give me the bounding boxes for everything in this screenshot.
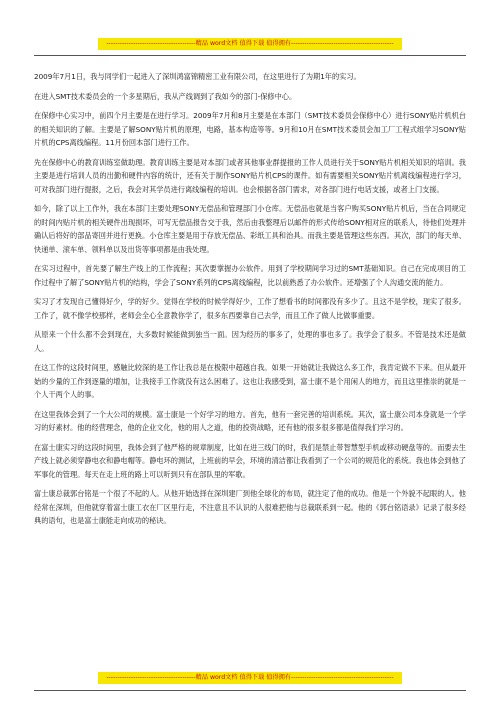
paragraph: 在这工作的这段时间里，感触比较深的是工作让我总是在极限中超越自我。如果一开始就让我做这么多工作，我肯定做不下来。但从最开始的少量的工作到逐量的增加，让我接手工作就没有这么困难了。这也让我感受到，富士康不是个用闲人的地方，而且这里推崇的就是一个人干两个人的事。 [34,363,466,399]
paragraph: 富士康总裁郭台铭是一个很了不起的人。从他开始选择在深圳建厂到他全球化的布局，就注定了他的成功。他是一个外貌不起眼的人。他经常在深圳，但他就穿着富士康工衣在厂区里行走，不注意且不认识的人很难把他与总裁联系到一起。他的《郭台铭语录》记录了很多经典的语句，也是富士康能走向成功的秘诀。 [34,489,466,525]
paragraph: 在这里我体会到了一个大公司的规模。富士康是一个好学习的地方。首先，他有一套完善的培训系统。其次，富士康公司本身就是一个学习的好素材。他的经营理念，他的企业文化，他的用人之道，他的投资战略，还有他的很多很多都是值得我们学习的。 [34,409,466,432]
footer-divider [34,690,466,691]
paragraph: 从原来一个什么都不会到现在，大多数时候能做到独当一面。因为经历的事多了，处理的事也多了。我学会了很多。不管是技术还是做人。 [34,330,466,353]
footer-banner: ----------------------------------------精品 word文档 值得下载 值得拥有---------------------------------------------- [98,672,402,684]
paragraph: 2009年7月1日，我与同学们一起进入了深圳鸿富锦精密工业有限公司，在这里进行了为期1年的实习。 [34,72,361,81]
paragraph: 在实习过程中，首先要了解生产线上的工作流程；其次要掌握办公软件。用到了学校期间学习过的SMT基础知识。自己在完成项目的工作过程中了解了SONY贴片机的结构，学会了SONY系列的CPS离线编程，比以前熟悉了办公软件。还增强了个人沟通交流的能力。 [34,264,466,287]
header-divider [34,55,466,56]
paragraph: 在富士康实习的这段时间里，我体会到了他严格的规章制度，比如在进三线门的时，我们是禁止带智慧型手机或移动硬盘等的。而要去生产线上就必须穿静电衣和静电帽等。静电环的测试，上班前的早会，环境的清洁都让我看到了一个公司的规范化的系统。我也体会到他了军事化的管理。每天在走上班的路上可以听到只有在部队里的军歌。 [34,442,466,479]
header-banner: ----------------------------------------精品 word文档 值得下载 值得拥有---------------------------------------------- [98,38,402,50]
paragraph: 在进入SMT技术委员会的一个多星期后，我从产线调到了我如今的部门-保修中心。 [34,91,297,101]
paragraph: 如今，除了以上工作外，我在本部门主要处理SONY无偿品和管理部门小仓库。无偿品也就是当客户购买SONY贴片机后，当在合同规定的时间内贴片机的相关硬件出现损坏，可写无偿品报告交于我，然后由我整理后以邮件的形式传给SONY相对应的联系人，待他们处理并确认后将好的部品寄回并进行更换。小仓库主要是用于存放无偿品、彩纸工具和治具。而我主要是管理这些东西。其次，部门的每天单、快递单、滚车单、领料单以及出货等事项都是由我处理。 [34,204,466,254]
document-body [34,70,466,534]
paragraph: 实习了才发现自己懂得好少，学的好少。觉得在学校的时候学得好少，工作了想看书的时间都没有多少了。且这不是学校，现实了很多。工作了，就不像学校那样，老师会全心全意教你学了，很多东西要靠自己去学，而且工作了做人比做事重要。 [34,297,466,320]
paragraph: 先在保修中心的教育训练室做助理。教育训练主要是对本部门或者其他事业群提报的工作人员进行关于SONY贴片机相关知识的培训。我主要是进行培训人员的出勤和硬件内容的统计，还有关于制作SONY贴片机CPS的课件。如有需要相关SONY贴片机离线编程进行学习，可对我部门进行提报，之后，我会对其学员进行离线编程的培训。也会根据各部门需求，对各部门进行电话支援，或者上门支援。 [34,157,466,194]
paragraph: 在保修中心实习中，前四个月主要是在进行学习。2009年7月和8月主要是在本部门（SMT技术委员会保修中心）进行SONY贴片机机台的相关知识的了解。主要是了解SONY贴片机的原理，电路，基本构造等等。9月和10月在SMT技术委员会加工厂工程式组学习SONY贴片机的CPS离线编程。11月份回本部门进行工作。 [34,111,466,147]
